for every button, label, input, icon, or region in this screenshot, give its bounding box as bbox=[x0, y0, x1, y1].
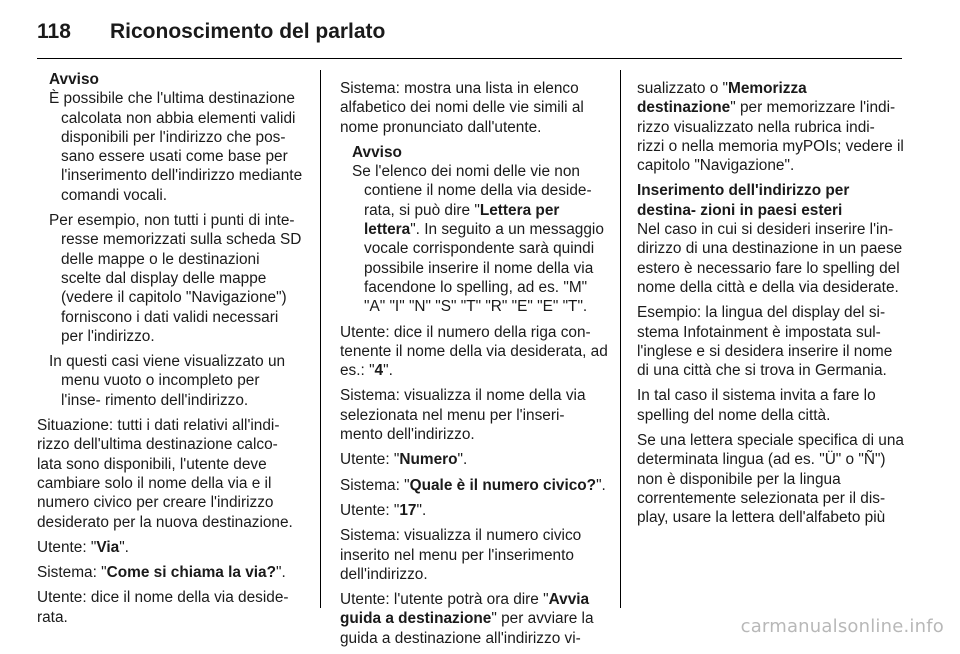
note-paragraph: In questi casi viene visualizzato un menu vuoto o incompleto per l'inse‐ rimento dell'indirizzo. bbox=[49, 353, 286, 409]
paragraph: Esempio: la lingua del display del si‐ stema Infotainment è impostata sul‐ l'inglese e si desidera inserire il nome di una città che si trova in Germania. bbox=[637, 304, 893, 380]
watermark: carmanualsonline.info bbox=[740, 615, 944, 637]
note-title: Avviso bbox=[352, 143, 402, 161]
page-title: Riconoscimento del parlato bbox=[110, 20, 386, 43]
note-paragraph: Per esempio, non tutti i punti di inte‐ resse memorizzati sulla scheda SD delle mappe o le destinazioni scelte dal display delle mappe (vedere il capitolo "Navigazione") forniscono i dati validi necessari per l'indirizzo. bbox=[49, 212, 302, 345]
note-paragraph: Se l'elenco dei nomi delle vie non contiene il nome della via deside‐ rata, si può dire "Lettera per lettera". In seguito a un messaggio vocale corrispondente sarà quindi possibile inserire il nome della via facendone lo spelling, ad es. "M" "A" "I" "N" "S" "T" "R" "E" "E" "T". bbox=[352, 163, 604, 316]
column-divider-2 bbox=[620, 70, 621, 608]
note-paragraph: È possibile che l'ultima destinazione calcolata non abbia elementi validi disponibili per l'indirizzo che pos‐ sano essere usati come base per l'inserimento dell'indirizzo mediante comandi vocali. bbox=[49, 90, 303, 204]
column-2 bbox=[340, 79, 608, 654]
page-number: 118 bbox=[37, 20, 71, 43]
dialogue-line: Sistema: "Quale è il numero civico?". bbox=[340, 476, 606, 494]
dialogue-line: Utente: "Via". bbox=[37, 538, 129, 556]
section-heading: Inserimento dell'indirizzo per destina‐ zioni in paesi esteri bbox=[637, 182, 850, 219]
dialogue-line: Utente: "17". bbox=[340, 501, 427, 519]
paragraph: Utente: l'utente potrà ora dire "Avvia guida a destinazione" per avviare la guida a destinazione all'indirizzo vi‐ bbox=[340, 591, 594, 647]
paragraph: Utente: dice il numero della riga con‐ tenente il nome della via desiderata, ad es.: "4". bbox=[340, 323, 608, 380]
paragraph: Se una lettera speciale specifica di una determinata lingua (ad es. "Ü" o "Ñ") non è disponibile per la lingua correntemente selezionata per il dis‐ play, usare la lettera dell'alfabeto più bbox=[637, 432, 904, 527]
header-rule bbox=[37, 58, 902, 59]
note-title: Avviso bbox=[49, 71, 99, 88]
paragraph: sualizzato o "Memorizza destinazione" per memorizzare l'indi‐ rizzo visualizzato nella rubrica indi‐ rizzi o nella memoria myPOIs; vedere il capitolo "Navigazione". bbox=[637, 80, 904, 175]
paragraph: In tal caso il sistema invita a fare lo spelling del nome della città. bbox=[637, 387, 876, 424]
note-block bbox=[49, 70, 303, 410]
column-3 bbox=[637, 79, 905, 534]
dialogue-line: Sistema: "Come si chiama la via?". bbox=[37, 564, 286, 582]
column-divider-1 bbox=[320, 70, 321, 608]
paragraph: Situazione: tutti i dati relativi all'indi‐ rizzo dell'ultima destinazione calco‐ lata sono disponibili, l'utente deve cambiare solo il nome della via e il numero civico per creare l'indirizzo desiderato per la nuova destinazione. bbox=[37, 417, 293, 531]
note-block bbox=[352, 143, 608, 317]
column-1 bbox=[37, 70, 303, 633]
paragraph: Sistema: visualizza il numero civico inserito nel menu per l'inserimento dell'indirizzo. bbox=[340, 527, 582, 583]
paragraph: Sistema: mostra una lista in elenco alfabetico dei nomi delle vie simili al nome pronunciato dall'utente. bbox=[340, 80, 584, 136]
paragraph: Utente: dice il nome della via deside‐ rata. bbox=[37, 589, 289, 626]
paragraph: Sistema: visualizza il nome della via selezionata nel menu per l'inseri‐ mento dell'indirizzo. bbox=[340, 387, 586, 444]
dialogue-line: Utente: "Numero". bbox=[340, 451, 468, 469]
paragraph: Nel caso in cui si desideri inserire l'in‐ dirizzo di una destinazione in un paese estero è necessario fare lo spelling del nome della città e della via desiderate. bbox=[637, 221, 903, 296]
